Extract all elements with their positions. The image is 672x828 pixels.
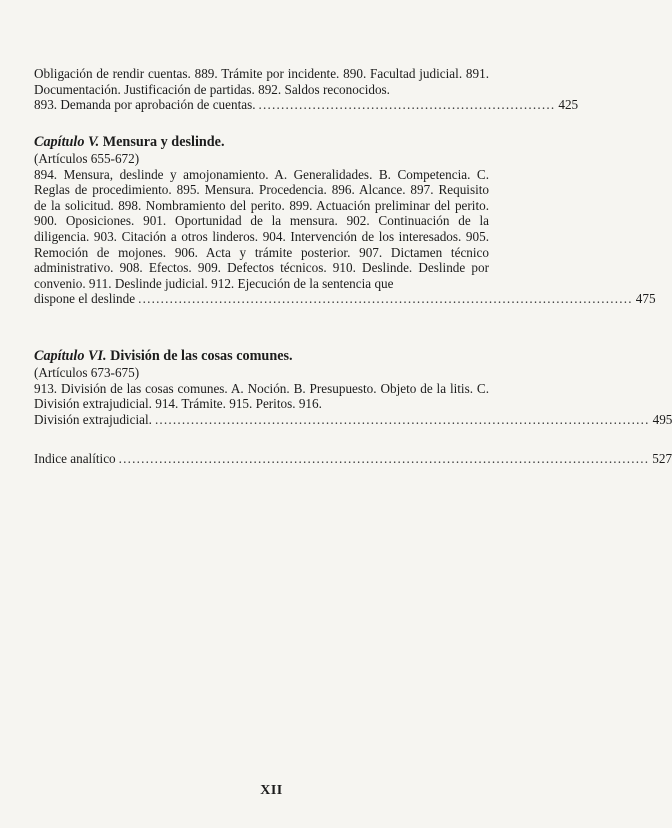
entry-last-line: dispone el deslinde (34, 291, 136, 307)
toc-line (34, 97, 579, 113)
entry-last-line: 893. Demanda por aprobación de cuentas. (34, 97, 256, 113)
entry-body-text: Obligación de rendir cuentas. 889. Trámite por incidente. 890. Facultad judicial. 891. Documentación. Justificación de partidas. 892. Saldos reconocidos. (34, 66, 489, 97)
page-number: 527 (652, 451, 672, 466)
dot-leader: .................................................................. (258, 97, 556, 113)
toc-line (34, 411, 672, 428)
dot-leader: .............................................................................................................. (154, 411, 650, 427)
page-number: 495 (652, 411, 672, 427)
dot-leader: .............................................................................................................. (138, 291, 633, 307)
chapter-title: Mensura y deslinde. (102, 134, 225, 150)
chapter-v-entry (34, 134, 656, 307)
chapter-heading (34, 134, 489, 151)
entry-last-line: División extrajudicial. (34, 411, 152, 427)
toc-line (34, 451, 672, 467)
chapter-label: Capítulo VI. (34, 348, 107, 364)
chapter-body-text: 894. Mensura, deslinde y amojonamiento. A. Generalidades. B. Competencia. C. Reglas de procedimiento. 895. Mensura. Procedencia. 896. Alcance. 897. Requisito de la solicitud. 898. Nombramiento del perito. 899. Actuación preliminar del perito. 900. Oposiciones. 901. Oportunidad de la mensura. 902. Continuación de la diligencia. 903. Citación a otros linderos. 904. Intervención de los interesados. 905. Remoción de mojones. 906. Acta y trámite posterior. 907. Dictamen técnico administrativo. 908. Efectos. 909. Defectos técnicos. 910. Deslinde. Deslinde por convenio. 911. Deslinde judicial. 912. Ejecución de la sentencia que (34, 166, 489, 291)
page-number: 475 (635, 291, 656, 307)
chapter-articles: (Artículos 673-675) (34, 365, 140, 380)
page-number: 425 (558, 97, 579, 113)
index-label: Indice analítico (34, 451, 116, 466)
page-folio: XII (260, 783, 283, 798)
chapter-articles: (Artículos 655-672) (34, 151, 140, 166)
chapter-vi-entry (34, 348, 672, 427)
chapter-title: División de las cosas comunes. (110, 348, 293, 364)
chapter-label: Capítulo V. (34, 134, 100, 150)
chapter-heading (34, 348, 489, 365)
chapter-body-text: 913. División de las cosas comunes. A. Noción. B. Presupuesto. Objeto de la litis. C. División extrajudicial. 914. Trámite. 915. Peritos. 916. (34, 380, 489, 412)
dot-leader: ...................................................................................................................... (118, 451, 650, 466)
toc-line (34, 291, 656, 307)
rendicion-cuentas-entry (34, 66, 579, 113)
index-entry (34, 451, 672, 467)
